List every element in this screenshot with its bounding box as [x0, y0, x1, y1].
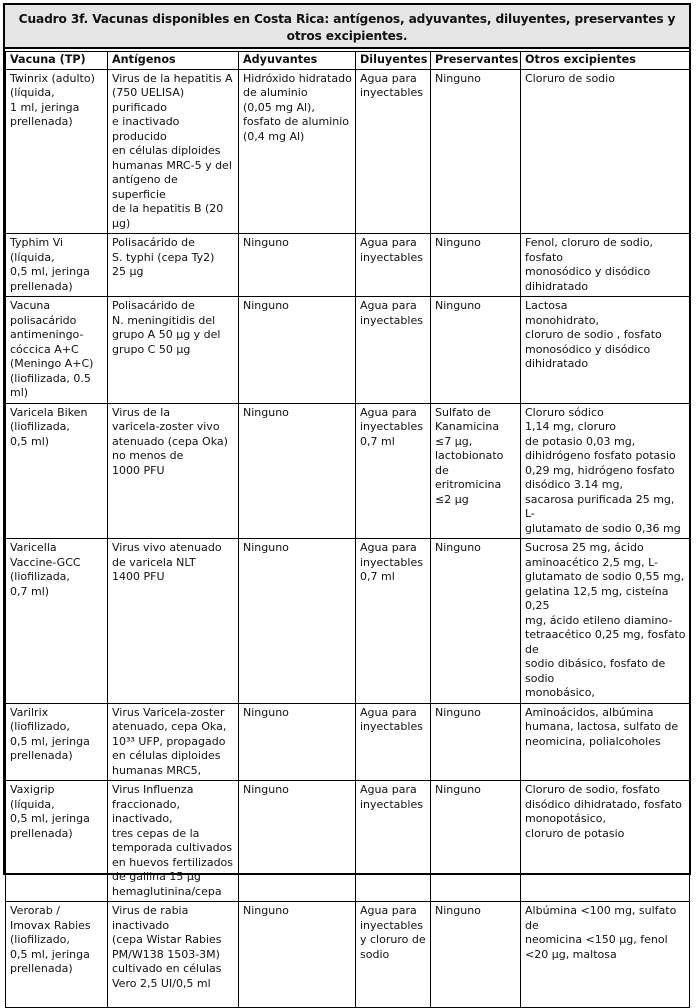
- cell-vacuna: Vaxigrip (líquida, 0,5 ml, jeringa prellenada): [6, 781, 108, 902]
- table-row: [6, 539, 690, 704]
- cell-diluyentes: Agua para inyectables 0,7 ml: [356, 403, 431, 539]
- cell-diluyentes: Agua para inyectables: [356, 297, 431, 404]
- table-row: [6, 297, 690, 404]
- cell-preservantes: Ninguno: [431, 539, 521, 704]
- cell-otros: Fenol, cloruro de sodio, fosfato monosódico y disódico dihidratado: [521, 234, 690, 297]
- column-header-diluyentes: Diluyentes: [356, 52, 431, 70]
- cell-adyuvantes: Ninguno: [239, 902, 356, 1008]
- cell-adyuvantes: Ninguno: [239, 703, 356, 781]
- cell-vacuna: Vacuna polisacárido antimeningo- cóccica A+C (Meningo A+C) (liofilizada, 0.5 ml): [6, 297, 108, 404]
- cell-vacuna: Verorab / Imovax Rabies (liofilizado, 0,5 ml, jeringa prellenada): [6, 902, 108, 1008]
- table-row: [6, 781, 690, 902]
- cell-otros: Cloruro de sodio: [521, 69, 690, 234]
- cell-preservantes: Ninguno: [431, 234, 521, 297]
- cell-antigenos: Polisacárido de N. meningitidis del grupo A 50 µg y del grupo C 50 µg: [108, 297, 239, 404]
- column-header-preservantes: Preservantes: [431, 52, 521, 70]
- column-header-antigenos: Antígenos: [108, 52, 239, 70]
- table-row: [6, 703, 690, 781]
- cell-preservantes: Sulfato de Kanamicina ≤7 µg, lactobionato de eritromicina ≤2 µg: [431, 403, 521, 539]
- cell-vacuna: Typhim Vi (líquida, 0,5 ml, jeringa prellenada): [6, 234, 108, 297]
- cell-preservantes: Ninguno: [431, 902, 521, 1008]
- cell-diluyentes: Agua para inyectables: [356, 234, 431, 297]
- cell-antigenos: Virus de la hepatitis A (750 UELISA) purificado e inactivado producido en células diploides humanas MRC-5 y del antígeno de superficie de la hepatitis B (20 µg): [108, 69, 239, 234]
- header-row: [6, 52, 690, 70]
- cell-diluyentes: Agua para inyectables: [356, 69, 431, 234]
- cell-adyuvantes: Ninguno: [239, 539, 356, 704]
- cell-antigenos: Virus Influenza fraccionado, inactivado, tres cepas de la temporada cultivados en huevos fertilizados de gallina 15 µg hemaglutinina/cepa: [108, 781, 239, 902]
- cell-diluyentes: Agua para inyectables y cloruro de sodio: [356, 902, 431, 1008]
- cell-otros: Sucrosa 25 mg, ácido aminoacético 2,5 mg, L- glutamato de sodio 0,55 mg, gelatina 12,5 mg, cisteína 0,25 mg, ácido etileno diamino- tetraacético 0,25 mg, fosfato de sodio dibásico, fosfato de sodio monobásico,: [521, 539, 690, 704]
- cell-adyuvantes: Ninguno: [239, 403, 356, 539]
- cell-preservantes: Ninguno: [431, 781, 521, 902]
- cell-antigenos: Virus de la varicela-zoster vivo atenuado (cepa Oka) no menos de 1000 PFU: [108, 403, 239, 539]
- cell-antigenos: Polisacárido de S. typhi (cepa Ty2) 25 µg: [108, 234, 239, 297]
- cell-adyuvantes: Ninguno: [239, 234, 356, 297]
- table-caption: Cuadro 3f. Vacunas disponibles en Costa Rica: antígenos, adyuvantes, diluyentes, preservantes y otros excipientes.: [5, 5, 689, 49]
- cell-antigenos: Virus vivo atenuado de varicela NLT 1400 PFU: [108, 539, 239, 704]
- cell-preservantes: Ninguno: [431, 297, 521, 404]
- cell-diluyentes: Agua para inyectables: [356, 703, 431, 781]
- cell-adyuvantes: Ninguno: [239, 781, 356, 902]
- cell-diluyentes: Agua para inyectables: [356, 781, 431, 902]
- cell-adyuvantes: Hidróxido hidratado de aluminio (0,05 mg Al), fosfato de aluminio (0,4 mg Al): [239, 69, 356, 234]
- column-header-adyuvantes: Adyuvantes: [239, 52, 356, 70]
- cell-preservantes: Ninguno: [431, 703, 521, 781]
- cell-otros: Cloruro sódico 1,14 mg, cloruro de potasio 0,03 mg, dihidrógeno fosfato potasio 0,29 mg, hidrógeno fosfato disódico 3.14 mg, sacarosa purificada 25 mg, L- glutamato de sodio 0,36 mg: [521, 403, 690, 539]
- vaccine-table: [5, 51, 690, 1008]
- cell-preservantes: Ninguno: [431, 69, 521, 234]
- table-row: [6, 69, 690, 234]
- cell-diluyentes: Agua para inyectables 0,7 ml: [356, 539, 431, 704]
- cell-vacuna: Twinrix (adulto) (líquida, 1 ml, jeringa prellenada): [6, 69, 108, 234]
- cell-vacuna: Varicella Vaccine-GCC (liofilizada, 0,7 ml): [6, 539, 108, 704]
- table-row: [6, 234, 690, 297]
- cell-otros: Aminoácidos, albúmina humana, lactosa, sulfato de neomicina, polialcoholes: [521, 703, 690, 781]
- table-row: [6, 403, 690, 539]
- cell-vacuna: Varilrix (liofilizado, 0,5 ml, jeringa prellenada): [6, 703, 108, 781]
- cell-adyuvantes: Ninguno: [239, 297, 356, 404]
- cell-antigenos: Virus Varicela-zoster atenuado, cepa Oka, 10³³ UFP, propagado en células diploides humanas MRC5,: [108, 703, 239, 781]
- cell-antigenos: Virus de rabia inactivado (cepa Wistar Rabies PM/W138 1503-3M) cultivado en células Vero 2,5 UI/0,5 ml: [108, 902, 239, 1008]
- column-header-otros-excipientes: Otros excipientes: [521, 52, 690, 70]
- cell-otros: Albúmina <100 mg, sulfato de neomicina <150 µg, fenol <20 µg, maltosa: [521, 902, 690, 1008]
- column-header-vacuna: Vacuna (TP): [6, 52, 108, 70]
- cell-otros: Lactosa monohidrato, cloruro de sodio , fosfato monosódico y disódico dihidratado: [521, 297, 690, 404]
- cell-otros: Cloruro de sodio, fosfato disódico dihidratado, fosfato monopotásico, cloruro de potasio: [521, 781, 690, 902]
- table-row: [6, 902, 690, 1008]
- cell-vacuna: Varicela Biken (liofilizada, 0,5 ml): [6, 403, 108, 539]
